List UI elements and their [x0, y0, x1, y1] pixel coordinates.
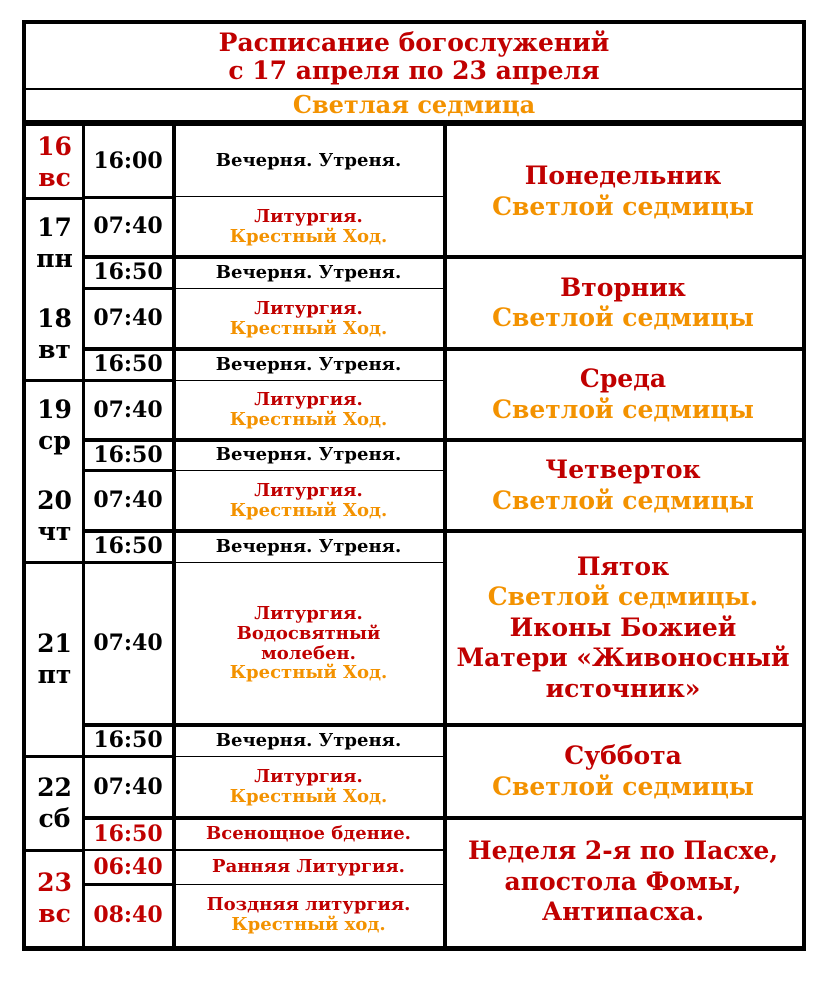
day-number: 21 — [37, 628, 72, 658]
service-cell — [173, 531, 444, 562]
feast-cell-friday — [444, 531, 802, 725]
time-divider — [83, 196, 173, 199]
title-line-1: Расписание богослужений — [218, 28, 610, 57]
time-divider — [83, 469, 173, 472]
service-text: Крестный Ход. — [229, 786, 388, 807]
service-text: Поздняя литургия. — [206, 894, 411, 916]
week-subtitle — [26, 90, 802, 120]
service-cell — [173, 288, 444, 349]
day-21 — [26, 562, 83, 756]
time-cell: 07:40 — [93, 773, 163, 800]
service-cell — [173, 349, 444, 380]
time-cell: 07:40 — [93, 305, 163, 332]
service-cell — [173, 470, 444, 531]
row-divider — [83, 438, 444, 442]
service-divider — [173, 288, 444, 289]
feast-divider — [444, 723, 802, 727]
service-cell — [173, 850, 444, 884]
service-divider — [173, 884, 444, 885]
day-number: 20 — [37, 485, 72, 515]
feast-divider — [444, 529, 802, 533]
day-number: 18 — [37, 303, 72, 333]
time-cell: 16:50 — [93, 533, 163, 560]
feast-text: Пяток — [576, 551, 670, 581]
service-text: Литургия. — [254, 602, 363, 624]
col-divider-time — [172, 126, 176, 946]
day-divider — [26, 379, 83, 382]
time-divider — [83, 561, 173, 564]
service-cell — [173, 257, 444, 288]
time-cell: 16:50 — [93, 351, 163, 378]
header-bottom-divider — [26, 120, 802, 126]
service-cell — [173, 380, 444, 440]
service-divider — [173, 380, 444, 381]
feast-text: Антипасха. — [541, 897, 705, 927]
time-cell: 16:00 — [93, 147, 163, 174]
service-text: Крестный Ход. — [229, 225, 388, 247]
feast-text: Светлой седмицы — [492, 394, 754, 424]
col-divider-service — [443, 126, 447, 946]
service-cell — [173, 440, 444, 470]
time-cell: 16:50 — [93, 820, 163, 847]
feast-cell-sunday — [444, 818, 802, 946]
service-cell — [173, 562, 444, 725]
service-text: Вечерня. Утреня. — [215, 535, 402, 557]
border-bottom — [22, 946, 806, 951]
row-divider — [83, 255, 444, 259]
day-abbr: вс — [38, 899, 71, 928]
feast-divider — [444, 816, 802, 820]
service-text: Литургия. — [254, 479, 363, 501]
day-abbr: пн — [36, 244, 73, 273]
border-top — [22, 20, 806, 24]
feast-cell-thursday — [444, 440, 802, 531]
day-23 — [26, 850, 83, 946]
service-text: Вечерня. Утреня. — [215, 150, 402, 172]
day-number: 19 — [37, 394, 72, 424]
day-number: 23 — [37, 867, 72, 897]
day-16 — [26, 126, 83, 198]
service-text: Крестный Ход. — [229, 662, 388, 684]
row-divider — [83, 849, 444, 851]
time-cell: 06:40 — [93, 853, 163, 880]
service-text: Всенощное бдение. — [206, 823, 411, 845]
service-text: Вечерня. Утреня. — [215, 444, 402, 466]
feast-text: Среда — [579, 364, 667, 393]
day-20 — [26, 470, 83, 562]
feast-text: Суббота — [564, 741, 682, 770]
day-abbr: вт — [38, 335, 71, 364]
time-divider — [83, 379, 173, 382]
feast-cell-tuesday — [444, 257, 802, 349]
header-divider — [26, 88, 802, 90]
day-number: 22 — [37, 772, 72, 802]
service-divider — [173, 470, 444, 471]
feast-text: Понедельник — [524, 161, 722, 190]
feast-text: апостола Фомы, — [504, 866, 742, 896]
day-17 — [26, 198, 83, 288]
feast-cell-monday — [444, 126, 802, 257]
service-text: Крестный Ход. — [229, 499, 388, 521]
service-cell — [173, 818, 444, 850]
service-cell — [173, 756, 444, 818]
feast-text: Светлой седмицы — [492, 485, 754, 515]
day-divider — [26, 197, 83, 200]
service-divider — [173, 756, 444, 757]
day-divider — [26, 849, 83, 852]
time-divider — [83, 755, 173, 758]
service-cell — [173, 126, 444, 196]
day-abbr: пт — [37, 660, 72, 689]
title-line-2: с 17 апреля по 23 апреля — [228, 56, 600, 85]
service-cell — [173, 884, 444, 946]
feast-cell-saturday — [444, 725, 802, 818]
border-right — [802, 20, 806, 951]
time-cell: 16:50 — [93, 259, 163, 286]
service-divider — [173, 562, 444, 563]
service-text: Вечерня. Утреня. — [215, 261, 402, 283]
service-divider — [173, 196, 444, 197]
feast-text: источник» — [545, 673, 701, 703]
feast-divider — [444, 438, 802, 442]
schedule-title — [26, 24, 802, 90]
time-divider — [83, 287, 173, 290]
time-cell: 07:40 — [93, 630, 163, 657]
day-number: 17 — [37, 212, 72, 242]
day-18 — [26, 288, 83, 380]
day-number: 16 — [37, 131, 72, 161]
time-cell: 07:40 — [93, 487, 163, 514]
feast-divider — [444, 255, 802, 259]
feast-text: Светлой седмицы — [492, 191, 754, 221]
service-text: молебен. — [261, 642, 356, 664]
time-cell: 16:50 — [93, 727, 163, 754]
time-cell: 16:50 — [93, 441, 163, 468]
day-divider — [26, 755, 83, 758]
row-divider — [83, 816, 444, 820]
feast-text: Неделя 2-я по Пасхе, — [467, 836, 779, 866]
service-cell — [173, 196, 444, 257]
feast-text: Четверток — [545, 455, 701, 484]
row-divider — [83, 723, 444, 727]
feast-text: Вторник — [560, 272, 686, 302]
border-left — [22, 20, 26, 951]
time-divider — [83, 883, 173, 886]
service-text: Крестный Ход. — [229, 317, 388, 339]
service-text: Водосвятный — [236, 622, 381, 644]
feast-text: Светлой седмицы — [492, 303, 754, 332]
day-abbr: вс — [38, 163, 71, 192]
service-text: Литургия. — [254, 297, 363, 319]
day-abbr: чт — [37, 517, 72, 546]
feast-divider — [444, 347, 802, 351]
feast-text: Матери «Живоносный — [456, 643, 790, 673]
day-22 — [26, 756, 83, 850]
feast-text: Иконы Божией — [509, 612, 737, 642]
day-abbr: ср — [38, 426, 71, 455]
col-divider-day — [82, 126, 85, 946]
service-text: Литургия. — [254, 389, 363, 411]
time-cell: 07:40 — [93, 396, 163, 423]
service-text: Ранняя Литургия. — [212, 856, 405, 878]
feast-text: Светлой седмицы. — [487, 582, 759, 612]
service-text: Вечерня. Утреня. — [215, 353, 402, 375]
service-text: Литургия. — [254, 205, 363, 227]
day-19 — [26, 380, 83, 470]
service-text: Литургия. — [254, 766, 363, 788]
service-cell — [173, 725, 444, 756]
time-cell: 07:40 — [93, 213, 163, 240]
row-divider — [83, 347, 444, 351]
day-divider — [26, 561, 83, 564]
time-cell: 08:40 — [93, 901, 163, 928]
subtitle-text: Светлая седмица — [292, 89, 536, 119]
feast-cell-wednesday — [444, 349, 802, 440]
service-text: Вечерня. Утреня. — [215, 729, 402, 751]
feast-text: Светлой седмицы — [492, 771, 754, 801]
day-abbr: сб — [38, 804, 71, 833]
service-text: Крестный Ход. — [229, 409, 388, 430]
service-text: Крестный ход. — [231, 914, 386, 935]
row-divider — [83, 529, 444, 533]
